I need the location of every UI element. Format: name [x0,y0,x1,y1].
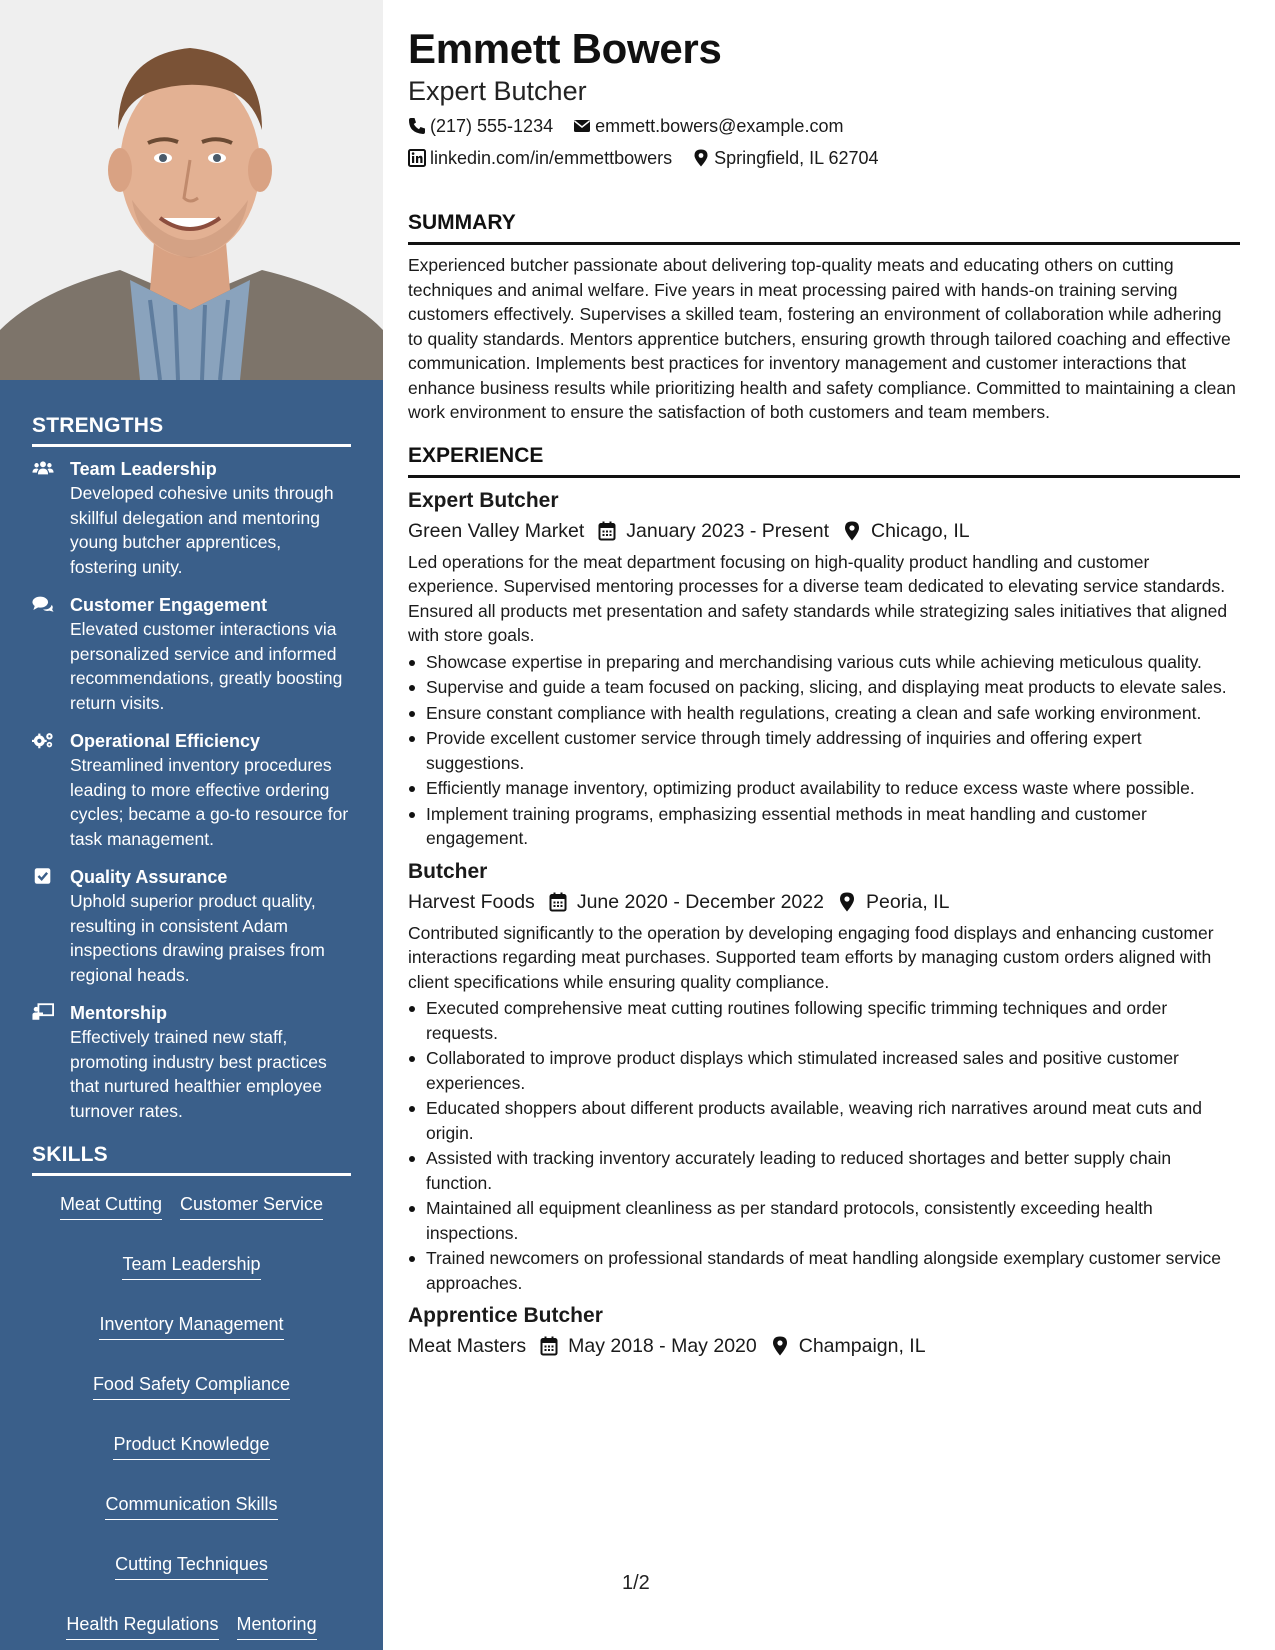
list-item: Implement training programs, emphasizing essential methods in meat handling and customer engagement. [408,802,1240,851]
skill-tag: Health Regulations [66,1612,218,1640]
job-location: Champaign, IL [798,1335,926,1357]
map-marker-icon [771,1336,789,1356]
phone-icon [408,117,426,135]
phone-text: (217) 555-1234 [430,116,554,136]
job-entry [408,1301,1240,1361]
list-item: Supervise and guide a team focused on packing, slicing, and displaying meat products to elevate sales. [408,675,1240,700]
list-item: Assisted with tracking inventory accurately leading to reduced shortages and better supply chain function. [408,1146,1240,1195]
strengths-section [0,414,383,1123]
map-marker-icon [692,149,710,167]
job-company: Meat Masters [408,1335,527,1357]
users-icon [32,457,70,579]
strength-item [32,729,351,851]
calendar-icon [540,1336,558,1356]
candidate-name: Emmett Bowers [408,25,722,72]
skill-tag: Food Safety Compliance [93,1372,290,1400]
strength-description: Developed cohesive units through skillful delegation and mentoring young butcher apprentices, fostering unity. [70,483,334,577]
linkedin-text: linkedin.com/in/emmettbowers [430,148,673,168]
comments-icon [32,593,70,715]
job-company: Green Valley Market [408,519,585,542]
job-meta [408,1331,1240,1361]
skills-section [0,1143,383,1640]
list-item: Maintained all equipment cleanliness as per standard protocols, consistently exceeding health inspections. [408,1196,1240,1245]
strength-item [32,457,351,579]
contact-linkedin[interactable] [408,146,672,170]
skill-tag: Product Knowledge [113,1432,269,1460]
contact-location [692,146,878,170]
strength-description: Effectively trained new staff, promoting industry best practices that nurtured healthier employee turnover rates. [70,1027,327,1121]
summary-title: SUMMARY [408,210,1240,245]
job-location: Peoria, IL [865,890,950,913]
job-location: Chicago, IL [871,519,970,542]
job-location-wrap [843,516,970,546]
list-item: Efficiently manage inventory, optimizing product availability to reduce excess waste where possible. [408,776,1240,801]
job-title: Apprentice Butcher [408,1304,603,1327]
strength-title: Team Leadership [70,459,217,479]
job-dates-wrap [598,516,829,546]
strength-description: Uphold superior product quality, resulting in consistent Adam inspections drawing praises from regional heads. [70,891,325,985]
calendar-icon [549,892,567,912]
experience-title: EXPERIENCE [408,443,1240,478]
job-description: Led operations for the meat department focusing on high-quality product handling and customer experience. Supervised mentoring processes for a diverse team dedicated to elevating service standards. Ensured all products met presentation and safety standards while strategizing sales initiatives that aligned with store goals. [408,551,1228,645]
job-company: Harvest Foods [408,890,535,913]
strength-description: Elevated customer interactions via personalized service and informed recommendations, greatly boosting return visits. [70,619,343,713]
strengths-title: STRENGTHS [32,414,351,447]
summary-section [408,210,1240,425]
linkedin-icon [408,149,426,167]
job-meta [408,516,1240,546]
job-bullets [408,996,1240,1295]
chalkboard-teacher-icon [32,1001,70,1123]
check-square-icon [32,865,70,987]
strength-item [32,865,351,987]
skill-tag: Customer Service [180,1192,323,1220]
list-item: Showcase expertise in preparing and merchandising various cuts while achieving meticulous quality. [408,650,1240,675]
job-bullets [408,650,1240,851]
job-dates-wrap [540,1331,757,1361]
list-item: Trained newcomers on professional standards of meat handling alongside exemplary customer service approaches. [408,1246,1240,1295]
contact-row [408,146,1240,170]
candidate-role: Expert Butcher [408,76,587,106]
strength-title: Operational Efficiency [70,731,261,751]
contact-row [408,114,1240,138]
list-item: Educated shoppers about different products available, weaving rich narratives around meat cuts and origin. [408,1096,1240,1145]
summary-text: Experienced butcher passionate about delivering top-quality meats and educating others on cutting techniques and animal welfare. Five years in meat processing paired with hands-on training serving customers effectively. Supervises a skilled team, fostering an environment of collaboration while adhering to quality standards. Mentors apprentice butchers, ensuring growth through tailored coaching and effective communication. Implements best practices for inventory management and customer interactions that enhance business results while prioritizing health and safety compliance. Committed to maintaining a clean work environment to ensure the satisfaction of both customers and team members. [408,255,1236,422]
strength-item [32,593,351,715]
job-title: Expert Butcher [408,488,559,512]
contact-email[interactable] [573,114,843,138]
job-dates: January 2023 - Present [626,519,829,542]
job-description: Contributed significantly to the operation by developing engaging food displays and enhancing customer interactions regarding meat purchases. Supported team efforts by managing custom orders aligned with client specifications while ensuring quality compliance. [408,922,1214,992]
job-location-wrap [771,1331,926,1361]
map-marker-icon [838,892,856,912]
skills-title: SKILLS [32,1143,351,1176]
strength-title: Customer Engagement [70,595,268,615]
main-content [408,0,1240,1365]
job-entry [408,857,1240,1296]
job-dates: May 2018 - May 2020 [568,1335,757,1357]
job-dates-wrap [549,887,824,917]
email-text: emmett.bowers@example.com [595,116,844,136]
job-dates: June 2020 - December 2022 [576,890,824,913]
skill-tag: Team Leadership [122,1252,260,1280]
job-title: Butcher [408,859,488,883]
gears-icon [32,729,70,851]
list-item: Provide excellent customer service through timely addressing of inquiries and offering expert suggestions. [408,726,1240,775]
skill-tag: Meat Cutting [60,1192,162,1220]
skills-list [32,1186,351,1640]
contact-phone[interactable] [408,114,553,138]
experience-section [408,443,1240,1362]
envelope-icon [573,117,591,135]
page-number: 1/2 [622,1572,650,1594]
strength-title: Quality Assurance [70,867,228,887]
sidebar [0,0,383,1650]
location-text: Springfield, IL 62704 [714,148,879,168]
calendar-icon [598,521,616,541]
list-item: Executed comprehensive meat cutting routines following specific trimming techniques and order requests. [408,996,1240,1045]
list-item: Collaborated to improve product displays which stimulated increased sales and positive customer experiences. [408,1046,1240,1095]
strength-title: Mentorship [70,1003,167,1023]
list-item: Ensure constant compliance with health regulations, creating a clean and safe working environment. [408,701,1240,726]
portrait-illustration [0,0,383,380]
strength-description: Streamlined inventory procedures leading to more effective ordering cycles; became a go-to resource for task management. [70,755,349,849]
skill-tag: Cutting Techniques [115,1552,268,1580]
skill-tag: Inventory Management [99,1312,283,1340]
job-meta [408,887,1240,917]
skill-tag: Mentoring [237,1612,317,1640]
job-entry [408,486,1240,851]
job-location-wrap [838,887,949,917]
strength-item [32,1001,351,1123]
profile-photo [0,0,383,380]
map-marker-icon [843,521,861,541]
skill-tag: Communication Skills [105,1492,277,1520]
